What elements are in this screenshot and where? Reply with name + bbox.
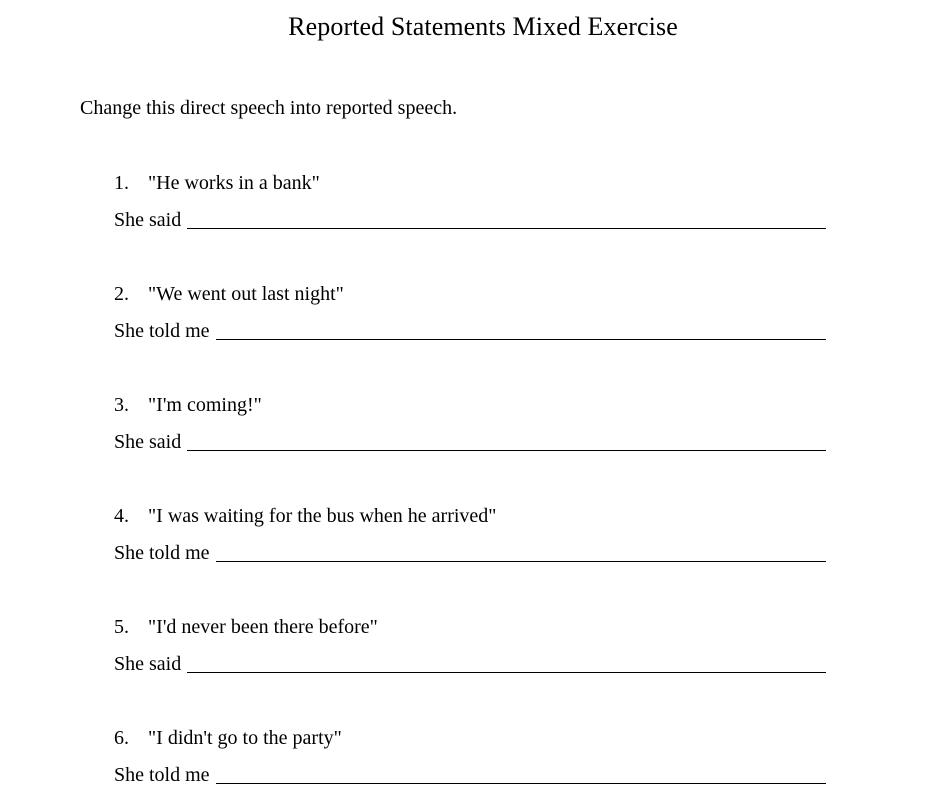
exercise-item-1: [114, 170, 826, 240]
exercise-item-5: [114, 614, 826, 684]
item-number: 1.: [114, 172, 129, 194]
item-number: 4.: [114, 505, 129, 527]
exercise-item-4: [114, 503, 826, 573]
answer-line: [114, 762, 826, 788]
direct-speech-text: "I'm coming!": [148, 394, 262, 416]
direct-speech-text: "We went out last night": [148, 283, 344, 305]
page-title: Reported Statements Mixed Exercise: [288, 12, 678, 41]
answer-blank-5[interactable]: [187, 653, 826, 673]
item-number: 6.: [114, 727, 129, 749]
direct-speech-text: "I didn't go to the party": [148, 727, 342, 749]
answer-prefix: She told me: [114, 542, 210, 564]
item-number: 3.: [114, 394, 129, 416]
instruction-text: Change this direct speech into reported speech.: [80, 97, 458, 119]
answer-line: [114, 207, 826, 233]
exercise-quote: [114, 725, 342, 751]
answer-prefix: She said: [114, 431, 182, 453]
answer-blank-6[interactable]: [216, 764, 826, 784]
exercise-quote: [114, 614, 378, 640]
exercise-quote: [114, 503, 496, 529]
answer-blank-4[interactable]: [216, 542, 826, 562]
answer-line: [114, 429, 826, 455]
answer-prefix: She said: [114, 653, 182, 675]
answer-line: [114, 651, 826, 677]
direct-speech-text: "I was waiting for the bus when he arrived": [148, 505, 497, 527]
answer-blank-3[interactable]: [187, 431, 826, 451]
exercise-item-2: [114, 281, 826, 351]
item-number: 5.: [114, 616, 129, 638]
exercise-quote: [114, 170, 320, 196]
answer-prefix: She told me: [114, 320, 210, 342]
direct-speech-text: "He works in a bank": [148, 172, 320, 194]
answer-prefix: She told me: [114, 764, 210, 786]
exercise-item-3: [114, 392, 826, 462]
answer-line: [114, 540, 826, 566]
answer-line: [114, 318, 826, 344]
item-number: 2.: [114, 283, 129, 305]
exercise-item-6: [114, 725, 826, 795]
answer-blank-1[interactable]: [187, 209, 826, 229]
direct-speech-text: "I'd never been there before": [148, 616, 378, 638]
exercise-quote: [114, 392, 262, 418]
exercise-quote: [114, 281, 344, 307]
answer-blank-2[interactable]: [216, 320, 826, 340]
answer-prefix: She said: [114, 209, 182, 231]
